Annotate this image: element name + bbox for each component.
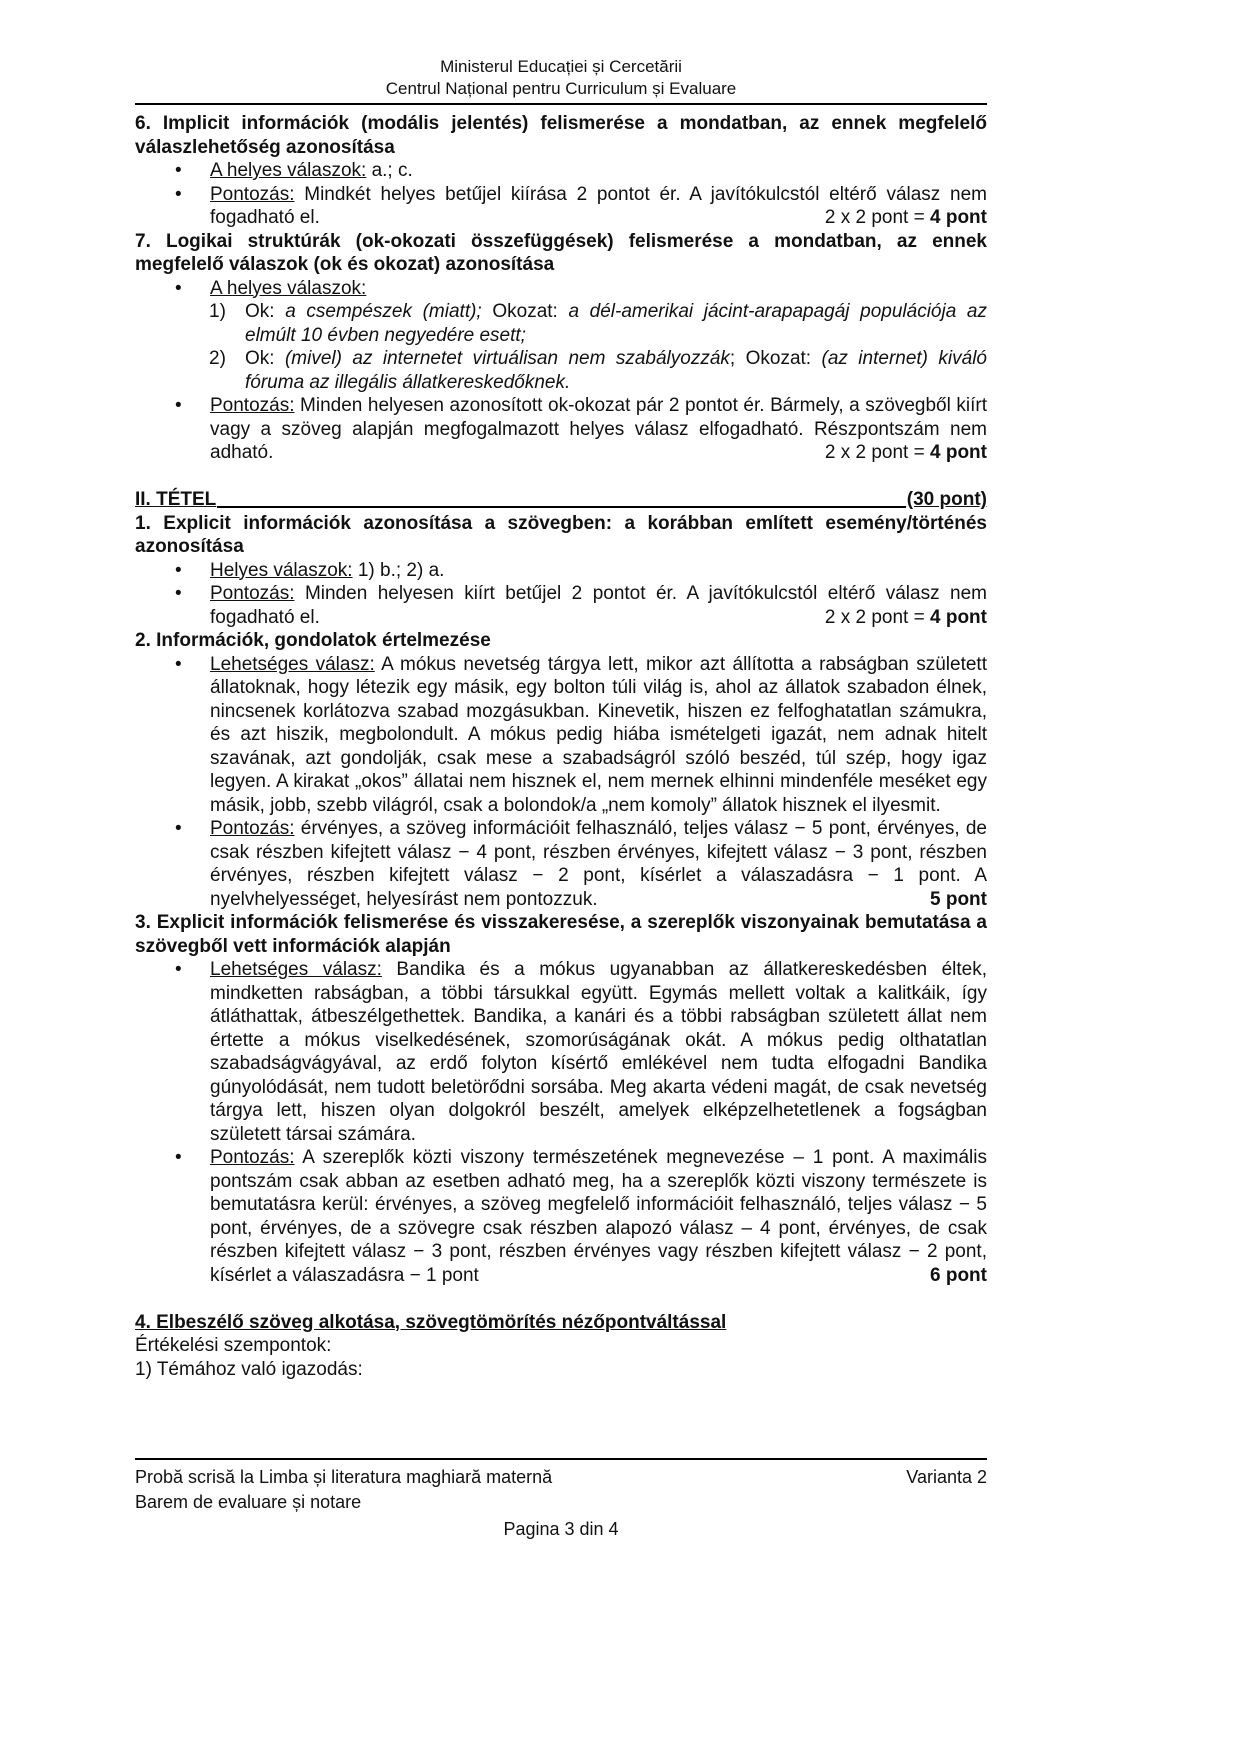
text-segment: Pontozás:: [210, 395, 295, 416]
text-segment: 7. Logikai struktúrák (ok-okozati összefüggések) felismerése a mondatban, az ennek megfelelő válaszok (ok és okozat) azonosítása: [135, 230, 987, 275]
text-segment: a.; c.: [366, 160, 413, 181]
bullet-marker: •: [175, 1147, 182, 1168]
text-segment: Értékelési szempontok:: [135, 1335, 332, 1356]
possible-answer-bullet-ii-3: [135, 958, 987, 1146]
correct-answers-bullet-6: [135, 159, 987, 183]
points-tail: [817, 606, 987, 630]
text-segment: 2 x 2 pont =: [824, 207, 930, 228]
points-tail: [922, 1264, 987, 1288]
text-segment: 2. Információk, gondolatok értelmezése: [135, 630, 491, 651]
section-6-heading: [135, 112, 987, 159]
header-rule: [135, 103, 987, 105]
footer-doc-type: Barem de evaluare și notare: [135, 1492, 362, 1512]
text-segment: Minden helyesen kiírt betűjel 2 pontot ér. A javítókulcstól eltérő válasz nem fogadható el.: [210, 583, 987, 628]
answer-item-1: [135, 300, 987, 347]
bullet-marker: •: [175, 277, 182, 299]
underline-fill: [217, 488, 906, 508]
text-segment: 4 pont: [930, 606, 987, 628]
spacer-1: [135, 465, 987, 489]
bullet-marker: •: [175, 959, 182, 980]
footer-first-row: [135, 1465, 987, 1490]
bullet-marker: •: [175, 653, 182, 675]
possible-answer-bullet-ii-2: [135, 653, 987, 818]
part-title: II. TÉTEL: [135, 489, 217, 510]
text-segment: Mindkét helyes betűjel kiírása 2 pontot ér. A javítókulcstól eltérő válasz nem fogadható el.: [210, 183, 987, 228]
text-segment: Bandika és a mókus ugyanabban az állatkereskedésben éltek, mindketten rabságban, a többi társukkal együtt. Egymás mellett voltak a kalitkáik, így átláthattak, átbeszélgethettek. Bandika, a kanári és a többi rabságban született állat nem értette a mókus viselkedésének, szomorúságának okát. A mókus pedig olthatatlan szabadságvágyával, az erdő folyton kísértő emlékével nem tudta elfogadni Bandika gúnyolódását, nem tudott beletörődni sorsába. Meg akarta védeni magát, de csak nevetség tárgya lett, hiszen olyan dolgokról beszélt, amelyek elképzelhetetlenek a fogságban született társai számára.: [210, 959, 987, 1145]
text-segment: A mókus nevetség tárgya lett, mikor azt állította a rabságban született állatoknak, hogy létezik egy másik, egy bolton túli világ is, ahol az állatok szabadon élnek, nincsenek korlátozva szabad mozgásukban. Kinevetik, hiszen ez felfoghatatlan számukra, és azt hiszik, megbolondult. A mókus pedig hiába ismételgeti igazát, nem adnak hitelt szavának, azt gondolják, csak mese a szabadságról szóló beszéd, túl szép, hogy igaz legyen. A kirakat „okos” állatai nem hisznek el, nem mernek elhinni mindenféle meséket egy másik, jobb, szebb világról, csak a bolondok/a „nem komoly” állatok hisznek el ilyesmit.: [210, 653, 987, 816]
text-segment: 4 pont: [930, 207, 987, 228]
text-segment: Pontozás:: [210, 1147, 295, 1168]
bullet-marker: •: [175, 395, 182, 416]
list-number: 2): [209, 348, 226, 369]
bullet-marker: •: [175, 583, 182, 604]
points-tail: [922, 888, 987, 912]
text-segment: 1) b.; 2) a.: [352, 559, 445, 581]
scoring-bullet-6: [135, 183, 987, 230]
text-segment: Lehetséges válasz:: [210, 959, 382, 980]
text-segment: 6. Implicit információk (modális jelentés) felismerése a mondatban, az ennek megfelelő válaszlehetőség azonosítása: [135, 113, 987, 158]
text-segment: ; Okozat:: [729, 348, 822, 369]
bullet-marker: •: [175, 818, 182, 839]
part-ii-title-row: [135, 488, 987, 512]
text-segment: A szereplők közti viszony természetének megnevezése – 1 pont. A maximális pontszám csak abban az esetben adható meg, ha a szereplők közti viszony természete is bemutatásra kerül: érvényes, a szöveg megfelelő információit felhasználó, teljes válasz − 5 pont, érvényes, de a szövegre csak részben alapozó válasz – 4 pont, érvényes, de csak részben kifejtett válasz − 3 pont, részben érvényes vagy részben kifejtett válasz − 2 pont, kísérlet a válaszadásra − 1 pont: [210, 1147, 987, 1286]
bullet-marker: •: [175, 183, 182, 205]
text-segment: 5 pont: [930, 888, 987, 910]
text-segment: (az internet) kiváló fóruma az illegális állatkereskedőknek.: [245, 348, 988, 393]
document-body: [135, 112, 987, 1381]
points-tail: [817, 441, 987, 465]
points-tail: [817, 206, 987, 230]
answer-item-2: [135, 347, 987, 394]
text-segment: A helyes válaszok:: [210, 277, 367, 299]
footer-page-number: Pagina 3 din 4: [503, 1519, 619, 1539]
list-number: 1): [209, 301, 226, 322]
text-segment: Pontozás:: [210, 183, 295, 205]
text-segment: érvényes, a szöveg információit felhasználó, teljes válasz − 5 pont, érvényes, de csak részben kifejtett válasz − 4 pont, részben érvényes, kifejtett válasz − 3 pont, részben érvényes, részben kifejtett válasz − 2 pont, kísérlet a válaszadásra − 1 pont. A nyelvhelyességet, helyesírást nem pontozzuk.: [210, 818, 987, 910]
evaluation-criteria-line: [135, 1334, 987, 1358]
scoring-bullet-ii-3: [135, 1146, 987, 1287]
text-segment: 1. Explicit információk azonosítása a szövegben: a korábban említett esemény/történés azonosítása: [135, 512, 987, 557]
text-segment: Lehetséges válasz:: [210, 653, 375, 675]
section-ii-1-heading: [135, 512, 987, 559]
text-segment: 4 pont: [930, 442, 987, 463]
document-footer: [135, 1458, 987, 1542]
text-segment: Okozat:: [481, 301, 569, 322]
criterion-1-line: [135, 1358, 987, 1382]
text-segment: a dél-amerikai jácint-arapapagáj populációja az elmúlt 10 évben negyedére esett;: [245, 301, 987, 346]
text-segment: 6 pont: [930, 1264, 987, 1286]
scoring-bullet-ii-1: [135, 582, 987, 629]
section-ii-4-heading: [135, 1311, 987, 1335]
bullet-marker: •: [175, 559, 182, 581]
document-header: [135, 56, 987, 100]
footer-variant: Varianta 2: [906, 1467, 987, 1487]
spacer-2: [135, 1287, 987, 1311]
scoring-bullet-ii-2: [135, 817, 987, 911]
text-segment: 4. Elbeszélő szöveg alkotása, szövegtömörítés nézőpontváltással: [135, 1311, 727, 1333]
bullet-marker: •: [175, 160, 182, 181]
scoring-bullet-7: [135, 394, 987, 465]
text-segment: Helyes válaszok:: [210, 559, 353, 581]
text-segment: Pontozás:: [210, 583, 295, 604]
text-segment: a csempészek (miatt);: [285, 301, 482, 322]
footer-exam-name: Probă scrisă la Limba și literatura maghiară maternă: [135, 1467, 553, 1487]
text-segment: Ok:: [245, 348, 285, 369]
text-segment: Pontozás:: [210, 818, 295, 839]
text-segment: Ok:: [245, 301, 286, 322]
text-segment: A helyes válaszok:: [210, 160, 367, 181]
text-segment: 1) Témához való igazodás:: [135, 1358, 363, 1380]
text-segment: 2 x 2 pont =: [824, 606, 930, 628]
header-ministry-line: Ministerul Educației și Cercetării: [440, 57, 682, 76]
text-segment: 3. Explicit információk felismerése és visszakeresése, a szereplők viszonyainak bemutatása a szövegből vett információk alapján: [135, 912, 987, 957]
correct-answers-bullet-7: [135, 277, 987, 301]
header-center-line: Centrul Național pentru Curriculum și Evaluare: [385, 79, 737, 98]
text-segment: 2 x 2 pont =: [824, 442, 930, 463]
text-segment: (mivel) az internetet virtuálisan nem szabályozzák: [284, 348, 730, 369]
part-points: (30 pont): [906, 489, 987, 510]
section-ii-2-heading: [135, 629, 987, 653]
text-segment: Minden helyesen azonosított ok-okozat pár 2 pontot ér. Bármely, a szövegből kiírt vagy a szöveg alapján megfogalmazott helyes válasz elfogadható. Részpontszám nem adható.: [210, 395, 987, 463]
section-7-heading: [135, 230, 987, 277]
section-ii-3-heading: [135, 911, 987, 958]
footer-rule: [135, 1458, 987, 1460]
correct-answers-bullet-ii-1: [135, 559, 987, 583]
